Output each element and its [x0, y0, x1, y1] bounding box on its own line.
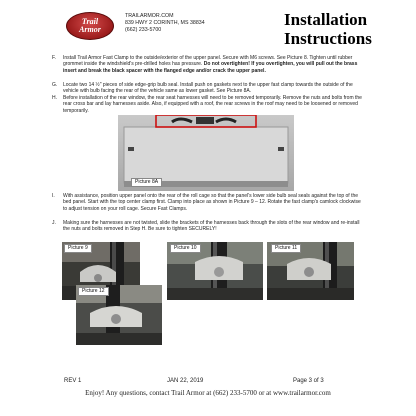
date-text: JAN 22, 2019 [167, 378, 204, 384]
company-address [125, 13, 205, 34]
picture-8a-caption: Picture 8A [131, 178, 162, 187]
step-text: Making sure the harnesses are not twisted, slide the brackets of the harnesses back through the slots of the rear window and re-install the nuts and bolts removed in Step H. Be sure to tighten SECURELY! [63, 220, 360, 233]
step-label: I. [52, 193, 55, 199]
step-label: H. [52, 95, 57, 101]
step-text: Before installation of the rear window, the rear seat harnesses will need to be removed temporarily. Remove the nuts and bolts from the rear cross bar and lay harnesses aside. Also, if equipped with a roof, the rear screws in the roof may need to be loosened or removed temporarily. [63, 95, 362, 114]
step-j [52, 220, 363, 233]
title-line-1: Installation [284, 10, 368, 29]
logo-text-bottom: Armor [79, 25, 101, 34]
contact-footer: Enjoy! Any questions, contact Trail Armor at (662) 233-5700 or at www.trailarmor.com [85, 389, 331, 397]
step-text: With assistance, position upper panel onto the rear of the roll cage so that the panel's lower side bulb seal seals against the top of the bed panel. Start with the top center clamp first. Clamp into place as shown in Picture 9 – 12. Rotate the fast clamp's camlock clockwise to adjust tension on your roll cage. Secure Fast Clamps. [63, 193, 361, 212]
document-title [284, 10, 372, 48]
page-number: Page 3 of 3 [293, 378, 324, 384]
step-warning: Do not overtighten! If you overtighten, you will pull out the brass insert and break the black spacer with the flanged edge and/or crack the upper panel. [63, 61, 358, 74]
phone-text: (662) 233-5700 [125, 27, 162, 33]
picture-12-caption: Picture 12 [78, 287, 109, 296]
picture-11-caption: Picture 11 [271, 244, 301, 253]
step-label: G. [52, 82, 58, 88]
step-h [52, 95, 363, 114]
picture-10-caption: Picture 10 [170, 244, 201, 253]
step-text: Locate two 14 ½" pieces of side edge-grip bulb seal. Install push on gaskets next to the upper fast clamp towards the outside of the vehicle with bulb facing the rear of the vehicle same as lower gasket. See Picture 8A. [63, 82, 353, 95]
step-g [52, 82, 363, 95]
revision-text: REV 1 [64, 378, 82, 384]
website-text: TRAILARMOR.COM [125, 13, 174, 19]
step-f [52, 55, 363, 74]
step-i [52, 193, 363, 212]
step-label: F. [52, 55, 56, 61]
step-label: J. [52, 220, 56, 226]
title-line-2: Instructions [284, 29, 372, 48]
picture-9-caption: Picture 9 [64, 244, 92, 253]
step-text: Install Trail Armor Fast Clamp to the outside/exterior of the upper panel. Secure with M6 screws. See Picture 8. Tighten until rubber grommet inside the windshield's pre-drilled holes has pressure. [63, 55, 353, 68]
street-text: 839 HWY 2 CORINTH, MS 38834 [125, 20, 205, 26]
logo-text-top: Trail [81, 17, 99, 26]
trail-armor-logo [66, 12, 114, 40]
